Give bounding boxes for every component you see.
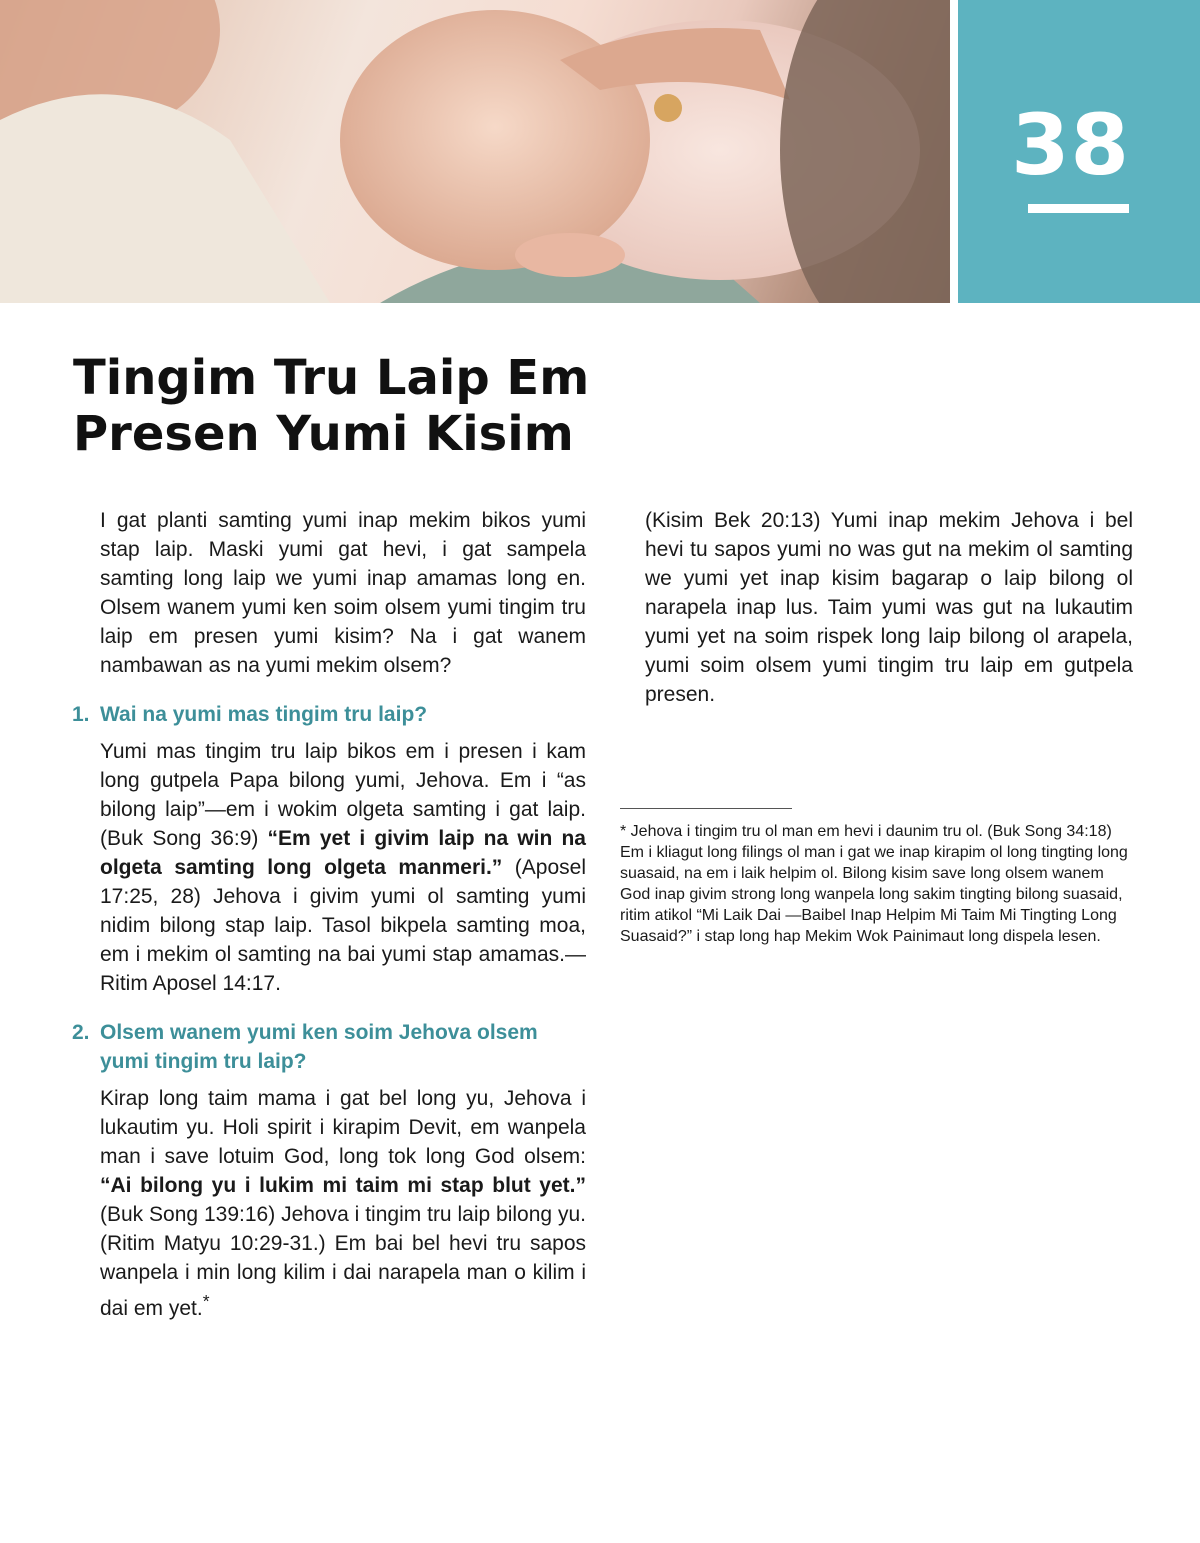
hero-photo-sleeping-baby <box>0 0 950 303</box>
footnote-divider <box>620 808 792 809</box>
answer-2-quote: “Ai bilong yu i lukim mi taim mi stap blut yet.” <box>100 1174 586 1197</box>
answer-1-text-a: Yumi mas tingim tru laip bikos em i presen i kam long gutpela Papa bilong yumi, Jehova. Em i “as bilong laip”—em i wokim olgeta samting i gat laip. (Buk Song 36:9) <box>100 740 586 850</box>
question-2-text: Olsem wanem yumi ken soim Jehova olsem yumi tingim tru laip? <box>100 1021 538 1073</box>
footnote-marker[interactable]: * <box>202 1291 210 1311</box>
question-1-number: 1. <box>72 703 90 726</box>
column-left <box>72 506 586 1323</box>
question-1-text: Wai na yumi mas tingim tru laip? <box>100 703 428 726</box>
photo-illustration <box>0 0 950 303</box>
answer-1-quote: “Em yet i givim laip na win na olgeta samting long olgeta manmeri.” <box>100 827 586 879</box>
answer-1-paragraph <box>100 737 586 998</box>
lesson-number-underline <box>1028 204 1129 213</box>
answer-2-text-b: (Buk Song 139:16) Jehova i tingim tru laip bilong yu. (Ritim Matyu 10:29-31.) Em bai bel hevi tru sapos wanpela i min long kilim i dai narapela man o kilim i dai em yet. <box>100 1203 586 1320</box>
question-1-heading <box>72 700 586 729</box>
page-title: Tingim Tru Laip Em Presen Yumi Kisim <box>73 350 590 462</box>
answer-2-paragraph-start <box>100 1084 586 1323</box>
question-2-number: 2. <box>72 1021 90 1044</box>
lesson-number: 38 <box>1011 96 1130 194</box>
answer-1-text-b: (Aposel 17:25, 28) Jehova i givim yumi ol samting yumi nidim bilong stap laip. Tasol bikpela samting moa, em i mekim ol samting na bai yumi stap amamas.—Ritim Aposel 14:17. <box>100 856 586 995</box>
footnote: * Jehova i tingim tru ol man em hevi i daunim tru ol. (Buk Song 34:18) Em i kliagut long filings ol man i gat we inap kirapim ol long tingting long suasaid, na em i laik helpim ol. Bilong kisim save long olsem wanem God inap givim strong long wanpela long sakim tingting bilong suasaid, ritim atikol “Mi Laik Dai —Baibel Inap Helpim Mi Taim Mi Tingting Long Suasaid?” i stap long hap Mekim Wok Painimaut long dispela lesen. <box>620 823 1128 945</box>
question-2-heading <box>72 1018 586 1076</box>
column-right <box>645 506 1133 709</box>
intro-paragraph: I gat planti samting yumi inap mekim bikos yumi stap laip. Maski yumi gat hevi, i gat sampela samting long laip we yumi inap amamas long en. Olsem wanem yumi ken soim olsem yumi tingim tru laip em presen yumi kisim? Na i gat wanem nambawan as na yumi mekim olsem? <box>100 509 586 677</box>
answer-2-text-a: Kirap long taim mama i gat bel long yu, Jehova i lukautim yu. Holi spirit i kirapim Devit, em wanpela man i save lotuim God, long tok long God olsem: <box>100 1087 586 1168</box>
answer-2-paragraph-continued: (Kisim Bek 20:13) Yumi inap mekim Jehova i bel hevi tu sapos yumi no was gut na mekim ol samting we yumi yet inap kisim bagarap o laip bilong ol narapela inap lus. Taim yumi was gut na lukautim yumi yet na soim rispek long laip bilong ol arapela, yumi soim olsem yumi tingim tru laip em gutpela presen. <box>645 509 1133 706</box>
